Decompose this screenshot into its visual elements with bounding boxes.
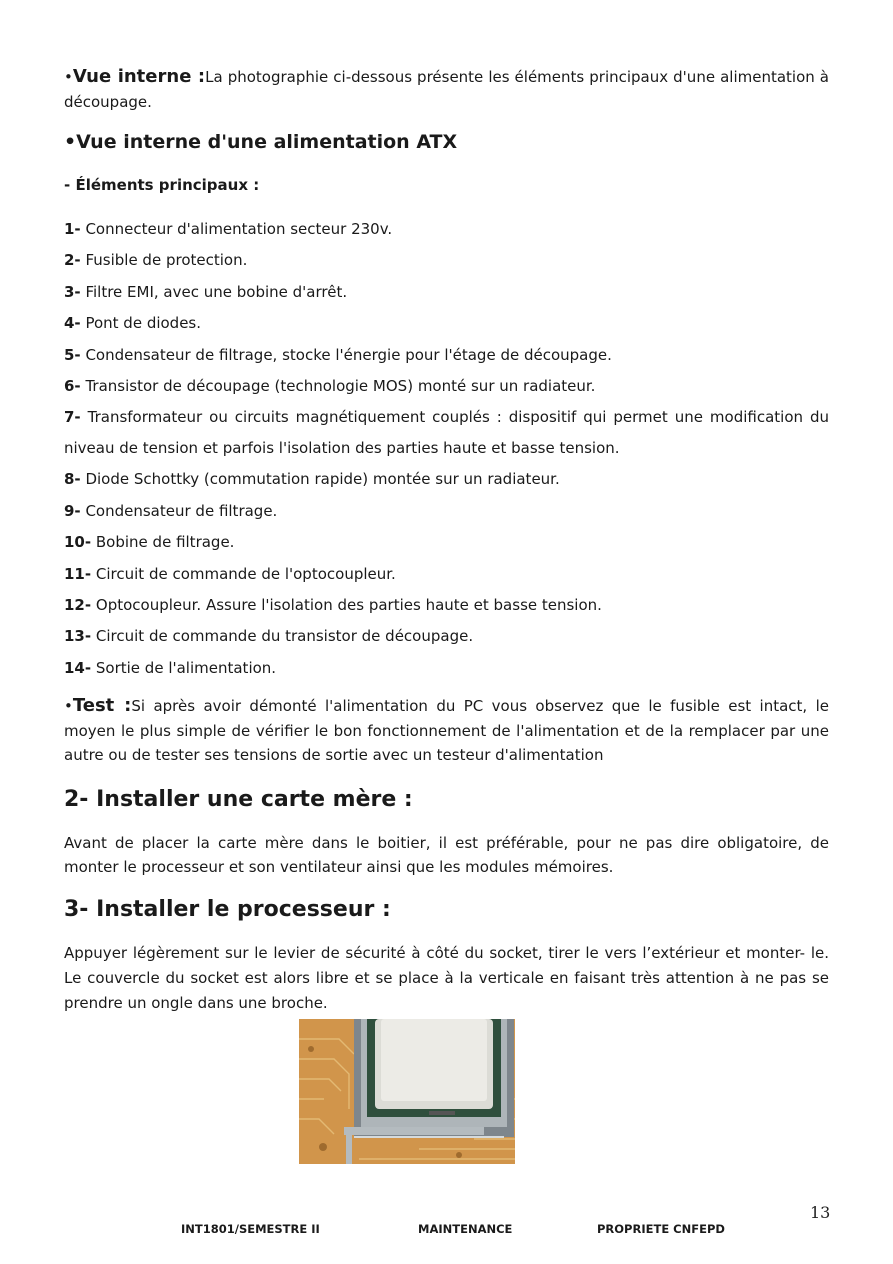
item-number: 9- (64, 501, 81, 520)
item-number: 12- (64, 596, 92, 615)
list-item (64, 464, 829, 495)
list-item (64, 621, 829, 652)
intro-bullet: • (64, 68, 73, 86)
page-number: 13 (810, 1203, 831, 1222)
list-item (64, 559, 829, 590)
section2-paragraph: Avant de placer la carte mère dans le boitier, il est préférable, pour ne pas dire obligatoire, de monter le processeur et son ventilateur ainsi que les modules mémoires. (64, 834, 829, 876)
test-bullet: • (64, 697, 73, 715)
list-item (64, 527, 829, 558)
item-number: 2- (64, 251, 81, 270)
item-text: Circuit de commande du transistor de découpage. (95, 627, 474, 646)
item-text: Circuit de commande de l'optocoupleur. (95, 564, 396, 583)
item-text: Diode Schottky (commutation rapide) montée sur un radiateur. (85, 470, 560, 489)
footer-right: PROPRIETE CNFEPD (597, 1222, 725, 1236)
item-text: Transformateur ou circuits magnétiquement couplés : dispositif qui permet une modification du niveau de tension et parfois l'isolation des parties haute et basse tension. (64, 408, 829, 458)
elements-list (64, 214, 829, 684)
section2-heading: 2- Installer une carte mère : (64, 787, 413, 812)
item-number: 4- (64, 314, 81, 333)
list-item (64, 371, 829, 402)
item-text: Condensateur de filtrage, stocke l'énergie pour l'étage de découpage. (85, 345, 612, 364)
item-number: 10- (64, 533, 92, 552)
item-text: Connecteur d'alimentation secteur 230v. (85, 220, 393, 238)
item-number: 1- (64, 220, 81, 238)
section3-heading: 3- Installer le processeur : (64, 897, 391, 922)
list-item (64, 340, 829, 371)
item-text: Bobine de filtrage. (95, 533, 235, 552)
section3-paragraph: Appuyer légèrement sur le levier de sécurité à côté du socket, tirer le vers l’extérieur et monter- le. Le couvercle du socket est alors libre et se place à la verticale en faisant très attention à ne pas se prendre un ongle dans une broche. (64, 944, 829, 1012)
item-number: 14- (64, 658, 92, 677)
list-item (64, 590, 829, 621)
item-text: Pont de diodes. (85, 314, 202, 333)
list-item (64, 308, 829, 339)
intro-text: La photographie ci-dessous présente les éléments principaux d'une alimentation à découpage. (64, 68, 829, 111)
item-number: 7- (64, 408, 81, 427)
item-text: Optocoupleur. Assure l'isolation des parties haute et basse tension. (95, 596, 602, 615)
list-item (64, 496, 829, 527)
item-number: 6- (64, 377, 81, 396)
footer-left: INT1801/SEMESTRE II (181, 1222, 320, 1236)
item-number: 11- (64, 564, 92, 583)
processor-socket-photo (299, 1019, 515, 1164)
list-item (64, 653, 829, 684)
item-text: Transistor de découpage (technologie MOS) monté sur un radiateur. (85, 377, 596, 396)
test-lead: Test : (72, 695, 132, 716)
elements-heading: - Éléments principaux : (64, 176, 260, 194)
atx-heading: •Vue interne d'une alimentation ATX (64, 131, 458, 153)
item-text: Fusible de protection. (85, 251, 248, 270)
test-text: Si après avoir démonté l'alimentation du PC vous observez que le fusible est intact, le moyen le plus simple de vérifier le bon fonctionnement de l'alimentation et de la remplacer par une autre ou de tester ses tensions de sortie avec un testeur d'alimentation (64, 697, 829, 764)
test-paragraph (64, 694, 829, 768)
item-number: 5- (64, 345, 81, 364)
list-item (64, 277, 829, 308)
list-item (64, 214, 829, 245)
list-item (64, 245, 829, 276)
item-number: 3- (64, 282, 81, 301)
item-text: Condensateur de filtrage. (85, 501, 278, 520)
item-number: 13- (64, 627, 92, 646)
item-number: 8- (64, 470, 81, 489)
item-text: Filtre EMI, avec une bobine d'arrêt. (85, 282, 348, 301)
item-text: Sortie de l'alimentation. (95, 658, 277, 677)
intro-lead: Vue interne : (72, 66, 206, 87)
footer-center: MAINTENANCE (418, 1222, 513, 1236)
list-item (64, 402, 829, 464)
intro-paragraph (64, 64, 829, 115)
